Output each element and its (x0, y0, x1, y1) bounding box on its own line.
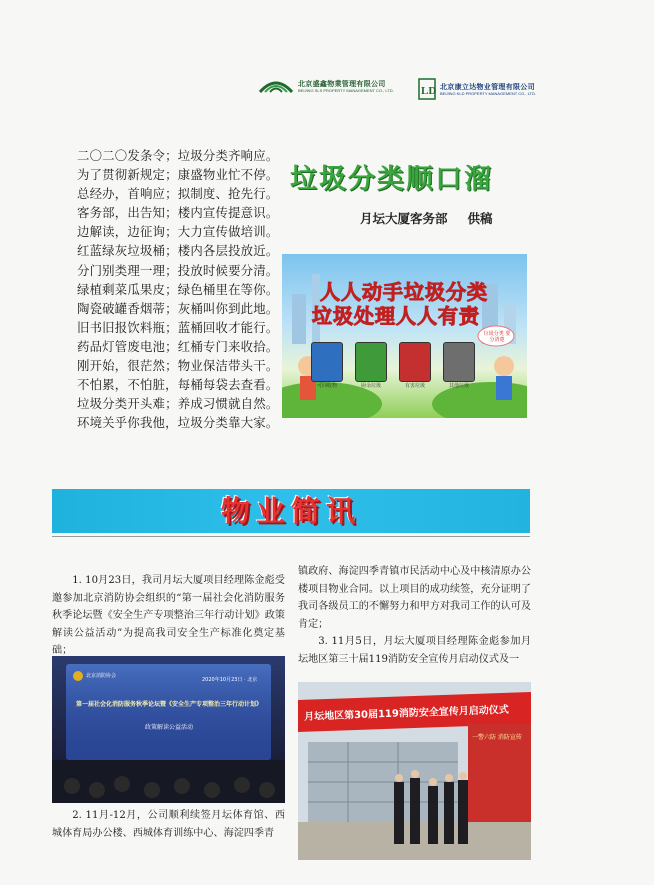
news-item-1 (52, 572, 285, 660)
trash-bin-icon (355, 342, 387, 382)
poem-line: 分门别类理一理；投放时候要分清。 (77, 262, 279, 278)
sls-company-name-en: BEIJING SLS PROPERTY MANAGEMENT CO., LTD. (298, 87, 394, 93)
poem-line: 旧书旧报饮料瓶；蓝桶回收才能行。 (77, 319, 279, 335)
kld-company-name: 北京康立达物业管理有限公司 (440, 82, 535, 91)
news-item-3-text: 3. 11月5日，月坛大厦项目经理陈金彪参加月坛地区第三十届119消防安全宣传月启动仪式及一 (298, 636, 531, 665)
poem-line: 总经办，首响应；拟制度、抢先行。 (77, 186, 279, 202)
news-column-right (298, 563, 531, 669)
poem-line: 陶瓷破罐香烟蒂；灰桶叫你到此地。 (77, 300, 279, 316)
bin-item (310, 342, 344, 389)
kld-logo-icon (418, 78, 436, 100)
trash-bin-icon (443, 342, 475, 382)
news-item-2-continued: 镇政府、海淀四季青镇市民活动中心及中核清原办公楼项目物业合同。以上项目的成功续签，充分证明了我司各级员工的不懈努力和甲方对我司工作的认可及肯定； (298, 566, 531, 630)
svg-text:LD: LD (421, 85, 436, 97)
bin-item (442, 342, 476, 389)
sls-company-name: 北京盛鑫物業管理有限公司 (298, 79, 386, 88)
bin-item (398, 342, 432, 389)
poem-line: 刚开始，很茫然；物业保洁带头干。 (77, 358, 279, 374)
trash-bin-icon (311, 342, 343, 382)
poem-line: 绿植剩菜瓜果皮；绿色桶里在等你。 (77, 281, 279, 297)
poem-title: 垃圾分类顺口溜 (290, 164, 493, 195)
trash-bin-icon (399, 342, 431, 382)
poem-line: 为了贯彻新规定；康盛物业忙不停。 (77, 167, 279, 183)
event-side-banner: 一警六防 消防宣传 (472, 734, 522, 741)
bin-row (310, 342, 476, 389)
bin-label: 其他垃圾 (448, 383, 469, 389)
news-item-2-text: 2. 11月-12月，公司顺利续签月坛体育馆、西城体育局办公楼、西城体育训练中心、海淀四季青 (52, 810, 285, 839)
bin-label: 厨余垃圾 (360, 383, 381, 389)
poem-line: 不怕累，不怕脏，每桶每袋去查看。 (77, 377, 279, 393)
divider (52, 536, 530, 537)
author-note: 供稿 (467, 211, 493, 226)
poster-slogan-1: 人人动手垃圾分类 (320, 280, 488, 304)
kld-company-name-en: BEIJING KLD PROPERTY MANAGEMENT CO., LTD. (440, 90, 536, 96)
section-title: 物业简讯 (220, 494, 361, 528)
poem-body (77, 146, 289, 432)
event-banner-text: 月坛地区第30届119消防安全宣传月启动仪式 (303, 704, 510, 723)
forum-screen-title: 第一届社会化消防服务秋季论坛暨《安全生产专项整治三年行动计划》 (75, 701, 262, 708)
bin-label: 可回收物 (316, 383, 337, 389)
poem-line: 药品灯管废电池；红桶专门来收拾。 (77, 338, 279, 354)
poem-line: 垃圾分类开头难；养成习惯就自然。 (77, 396, 279, 412)
poem-line: 客务部，出告知；楼内宣传提意识。 (77, 205, 279, 221)
news-item-2 (52, 807, 285, 842)
forum-org: 北京消防协会 (86, 673, 117, 679)
sls-logo-icon (258, 78, 294, 94)
forum-screen-sub: 政策解读公益活动 (144, 724, 193, 731)
forum-photo (52, 656, 285, 803)
poem-line: 二〇二〇发条令；垃圾分类齐响应。 (77, 148, 279, 163)
kld-company-header (418, 78, 536, 100)
poem-line: 红蓝绿灰垃圾桶；楼内各层投放近。 (77, 243, 279, 259)
poem-line: 环境关乎你我他，垃圾分类靠大家。 (77, 415, 279, 431)
poster-slogan-2: 垃圾处理人人有责 (312, 304, 480, 328)
author-dept: 月坛大厦客务部 (360, 211, 448, 226)
poster-bubble: 垃圾分类 要分清楚 (483, 331, 511, 343)
news-section-banner (52, 489, 530, 533)
sls-company-header (258, 78, 394, 94)
forum-date: 2020年10月23日 · 北京 (202, 677, 258, 683)
poem-byline (360, 209, 513, 227)
poem-line: 边解读，边征询；大力宣传做培训。 (77, 224, 279, 240)
garbage-sorting-poster (282, 254, 527, 418)
bin-label: 有害垃圾 (404, 383, 425, 389)
news-item-1-text: 1. 10月23日，我司月坛大厦项目经理陈金彪受邀参加北京消防协会组织的“第一届社会化消防服务秋季论坛暨《安全生产专项整治三年行动计划》政策解读公益活动”为提高我司安全生产标准化奠定基础； (52, 575, 285, 657)
fire-safety-event-photo (298, 682, 531, 860)
bin-item (354, 342, 388, 389)
